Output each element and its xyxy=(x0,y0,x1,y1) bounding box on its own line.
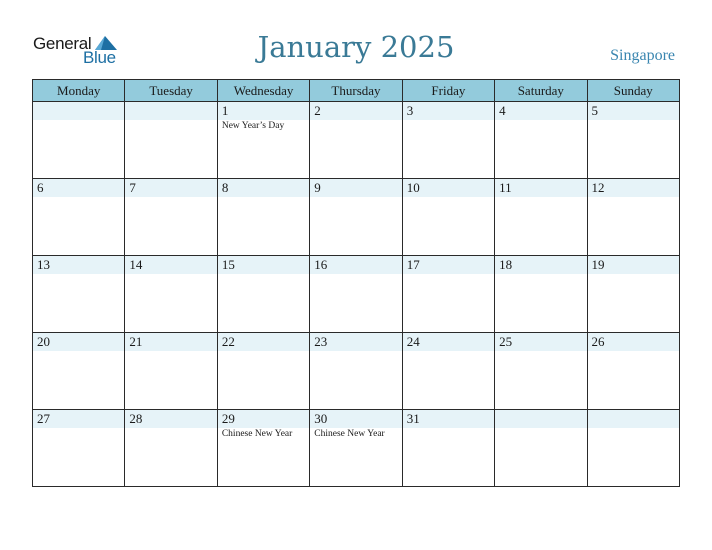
weekday-header: Tuesday xyxy=(125,80,217,102)
day-number: 4 xyxy=(499,103,506,118)
day-number: 5 xyxy=(591,103,599,118)
day-number: 8 xyxy=(221,180,229,195)
calendar-day-cell xyxy=(587,179,679,256)
weekday-header-row xyxy=(33,80,680,102)
brand-word-blue: Blue xyxy=(83,48,116,67)
calendar-day-cell xyxy=(217,179,309,256)
calendar-week-row xyxy=(33,179,680,256)
calendar-grid xyxy=(32,79,680,487)
day-header-band xyxy=(125,179,216,197)
weekday-header: Saturday xyxy=(495,80,587,102)
calendar-day-cell xyxy=(402,410,494,487)
weekday-header: Wednesday xyxy=(217,80,309,102)
calendar-day-cell xyxy=(495,179,587,256)
calendar-day-cell xyxy=(33,333,125,410)
day-number: 25 xyxy=(499,334,513,349)
calendar-day-cell xyxy=(402,333,494,410)
day-number: 27 xyxy=(37,411,50,426)
brand-word-general: General xyxy=(33,34,92,53)
day-number: 12 xyxy=(591,180,605,195)
calendar-day-cell xyxy=(217,333,309,410)
day-number: 14 xyxy=(129,257,143,272)
calendar-day-cell xyxy=(310,333,402,410)
day-header-band xyxy=(218,179,309,197)
calendar-week-row xyxy=(33,256,680,333)
day-header-band xyxy=(588,410,679,428)
day-number: 2 xyxy=(314,103,321,118)
calendar-day-cell xyxy=(33,102,125,179)
day-header-band xyxy=(125,102,216,120)
day-number: 20 xyxy=(37,334,50,349)
country-label: Singapore xyxy=(610,47,675,64)
calendar-day-cell xyxy=(125,102,217,179)
day-number: 19 xyxy=(591,257,605,272)
day-header-band xyxy=(33,102,124,120)
calendar-day-cell xyxy=(33,179,125,256)
calendar-week-row xyxy=(33,333,680,410)
calendar-week-row xyxy=(33,102,680,179)
calendar-day-cell xyxy=(495,410,587,487)
day-number: 24 xyxy=(406,334,420,349)
day-header-band xyxy=(310,179,401,197)
calendar-day-cell xyxy=(402,102,494,179)
day-header-band xyxy=(495,410,586,428)
calendar-day-cell xyxy=(495,256,587,333)
day-header-band xyxy=(495,102,586,120)
calendar-day-cell xyxy=(125,333,217,410)
day-number: 28 xyxy=(129,411,143,426)
day-number: 10 xyxy=(406,180,420,195)
calendar-day-cell xyxy=(217,410,309,487)
day-number: 23 xyxy=(314,334,328,349)
calendar-day-cell xyxy=(587,410,679,487)
calendar-week-row xyxy=(33,410,680,487)
day-number: 21 xyxy=(129,334,143,349)
calendar-day-cell xyxy=(495,102,587,179)
day-header-band xyxy=(403,102,494,120)
calendar-day-cell xyxy=(310,102,402,179)
day-number: 26 xyxy=(591,334,605,349)
day-number: 13 xyxy=(37,257,50,272)
calendar-day-cell xyxy=(402,256,494,333)
calendar-day-cell xyxy=(402,179,494,256)
day-header-band xyxy=(218,102,309,120)
day-number: 15 xyxy=(221,257,235,272)
calendar-day-cell xyxy=(33,410,125,487)
day-header-band xyxy=(33,179,124,197)
day-number: 31 xyxy=(406,411,420,426)
calendar-day-cell xyxy=(217,256,309,333)
calendar-day-cell xyxy=(587,256,679,333)
weekday-header: Thursday xyxy=(310,80,402,102)
holiday-label: New Year’s Day xyxy=(221,121,285,131)
day-header-band xyxy=(310,102,401,120)
day-header-band xyxy=(588,102,679,120)
calendar-day-cell xyxy=(125,256,217,333)
calendar-day-cell xyxy=(587,333,679,410)
day-number: 18 xyxy=(499,257,513,272)
day-number: 16 xyxy=(314,257,328,272)
holiday-label: Chinese New Year xyxy=(221,429,293,439)
day-number: 22 xyxy=(221,334,235,349)
weekday-header: Sunday xyxy=(587,80,679,102)
day-number: 11 xyxy=(499,180,512,195)
calendar-body xyxy=(33,102,680,487)
page-title: January 2025 xyxy=(257,30,455,64)
day-number: 30 xyxy=(314,411,328,426)
calendar-day-cell xyxy=(495,333,587,410)
calendar-day-cell xyxy=(125,410,217,487)
day-number: 6 xyxy=(37,180,44,195)
weekday-header: Friday xyxy=(402,80,494,102)
calendar-day-cell xyxy=(310,256,402,333)
calendar-day-cell xyxy=(310,179,402,256)
holiday-label: Chinese New Year xyxy=(314,429,385,439)
day-number: 9 xyxy=(314,180,321,195)
day-number: 17 xyxy=(406,257,420,272)
calendar-day-cell xyxy=(217,102,309,179)
day-number: 3 xyxy=(406,103,414,118)
weekday-header: Monday xyxy=(33,80,125,102)
day-number: 1 xyxy=(221,103,229,118)
calendar-day-cell xyxy=(33,256,125,333)
calendar-day-cell xyxy=(310,410,402,487)
day-number: 7 xyxy=(129,180,136,195)
calendar-day-cell xyxy=(125,179,217,256)
calendar-day-cell xyxy=(587,102,679,179)
day-number: 29 xyxy=(221,411,235,426)
